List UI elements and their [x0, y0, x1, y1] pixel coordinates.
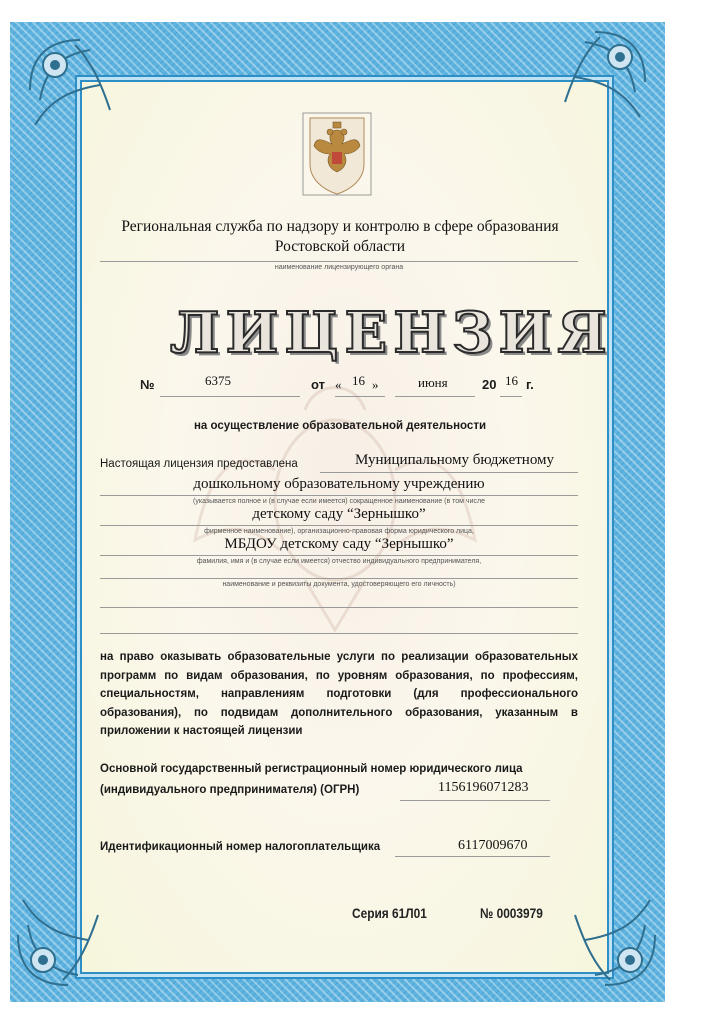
- license-purpose: на осуществление образовательной деятельности: [193, 420, 487, 432]
- rights-paragraph: на право оказывать образовательные услуги по реализации образовательных программ по видам образования, по уровням образования, по профессиям, специальностям, направлениям подготовки (для профессионального образования), по подвидам дополнительного образования, указанным в приложении к настоящей лицензии: [100, 651, 578, 738]
- series-label: Серия 61Л01: [352, 905, 427, 921]
- grantee-line2: дошкольному образовательному учреждению: [193, 476, 485, 492]
- grantee-caption3: фамилия, имя и (в случае если имеется) отчество индивидуального предпринимателя,: [196, 558, 482, 565]
- grantee-caption2: фирменное наименование), организационно-правовая форма юридического лица,: [204, 528, 474, 535]
- from-label: от: [311, 377, 325, 392]
- inn-label: Идентификационный номер налогоплательщика: [100, 841, 381, 853]
- grantee-caption4: наименование и реквизиты документа, удостоверяющего его личность): [222, 581, 456, 588]
- authority-name-line1: Региональная служба по надзору и контролю в сфере образования: [121, 218, 559, 235]
- corner-ornament-bottom-right-icon: [555, 885, 665, 995]
- coat-of-arms-icon: [302, 112, 372, 196]
- grantee-label: Настоящая лицензия предоставлена: [100, 458, 298, 470]
- inn-value: 6117009670: [458, 838, 528, 853]
- document-title: ЛИЦЕНЗИЯ: [170, 300, 613, 366]
- year-label: г.: [526, 377, 534, 392]
- license-month: июня: [418, 375, 448, 390]
- license-number: 6375: [205, 373, 231, 388]
- grantee-caption1: (указывается полное и (в случае если имеется) сокращенное наименование (в том числе: [193, 498, 485, 505]
- series-number: № 0003979: [480, 905, 543, 921]
- ogrn-label-line2: (индивидуального предпринимателя) (ОГРН): [100, 784, 360, 796]
- year-prefix: 20: [482, 377, 497, 392]
- grantee-line4: МБДОУ детскому саду “Зернышко”: [224, 536, 454, 552]
- day-open-quote: «: [335, 377, 342, 392]
- ogrn-value: 1156196071283: [438, 780, 529, 795]
- grantee-line3: детскому саду “Зернышко”: [252, 506, 426, 522]
- number-label: №: [140, 377, 155, 392]
- corner-ornament-top-left-icon: [20, 30, 130, 140]
- corner-ornament-bottom-left-icon: [8, 885, 118, 995]
- corner-ornament-top-right-icon: [545, 22, 655, 132]
- ogrn-label-line1: Основной государственный регистрационный номер юридического лица: [100, 763, 523, 775]
- year-suffix: 16: [505, 373, 518, 388]
- authority-name-line2: Ростовской области: [274, 238, 406, 255]
- license-day: 16: [352, 373, 365, 388]
- day-close-quote: »: [372, 377, 379, 392]
- authority-caption: наименование лицензирующего органа: [274, 264, 404, 271]
- grantee-line1: Муниципальному бюджетному: [355, 452, 555, 468]
